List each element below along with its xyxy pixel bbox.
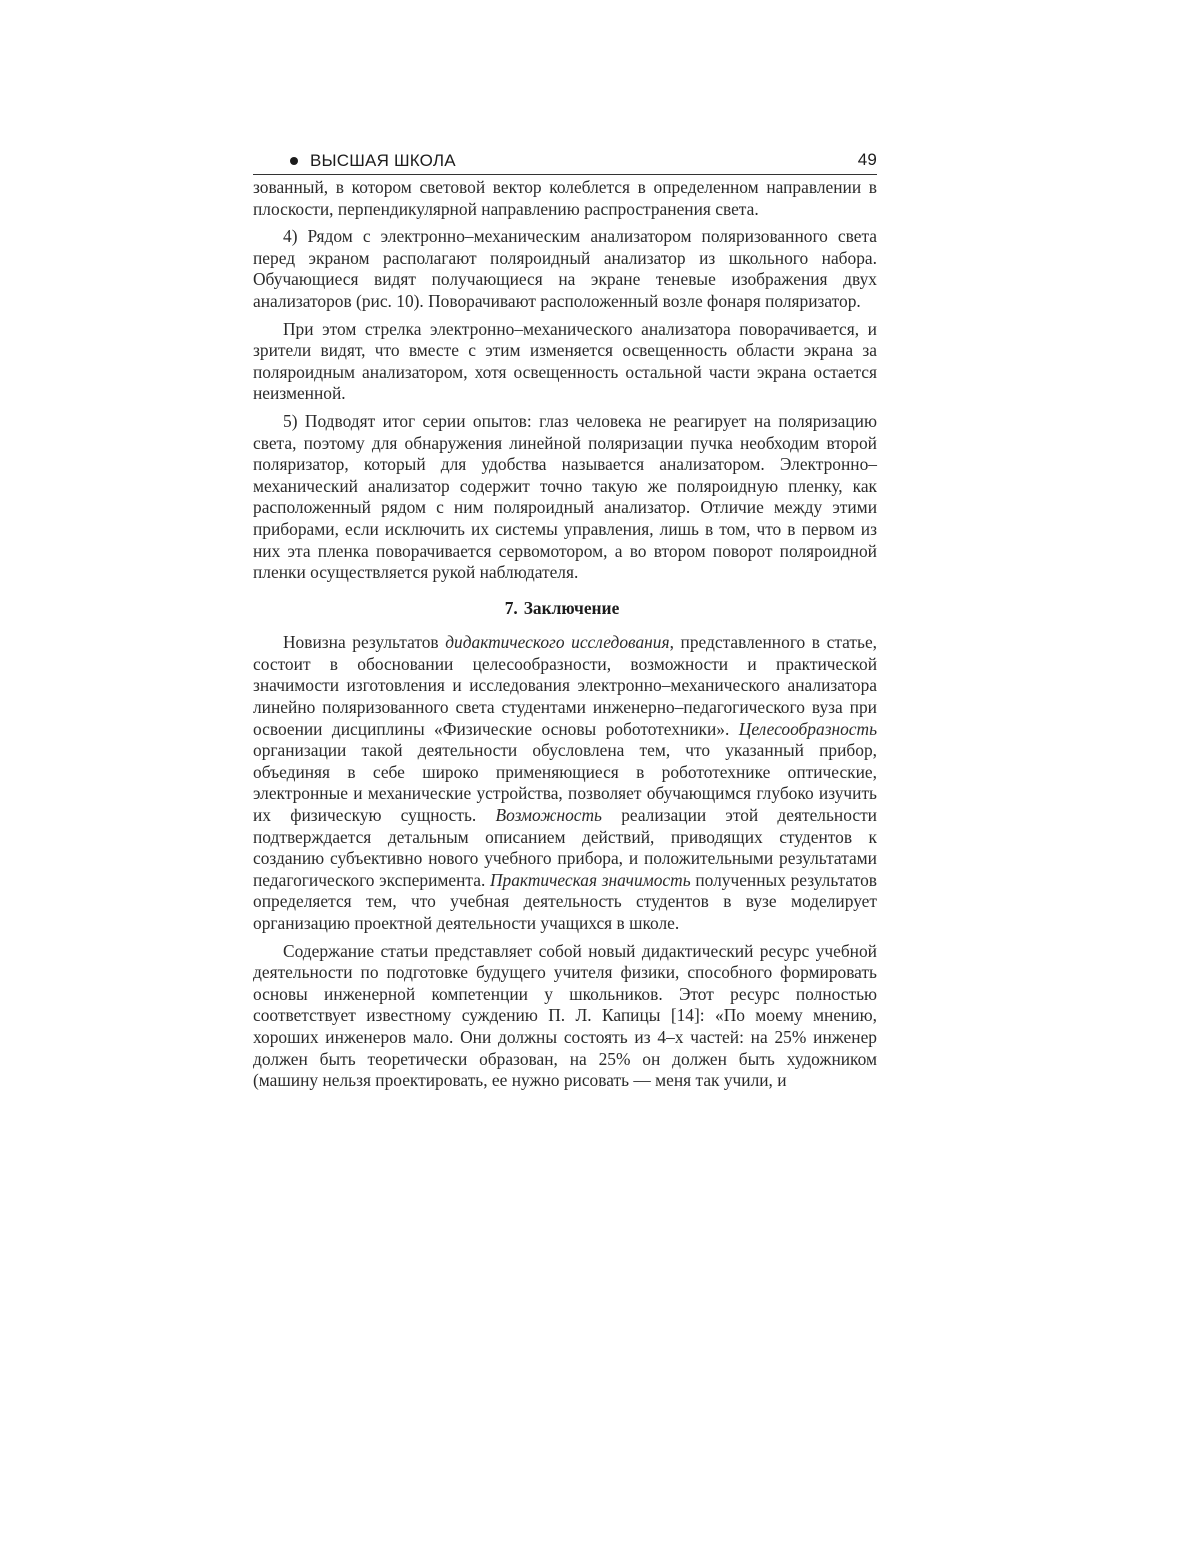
text-run: организации такой деятельности обусловлена тем, что указанный прибор, объединяя в себе широко применяющиеся в робототехнике оптические, электронные и механические устройства, позволяет обучающимся глубоко изучить их физическую сущность. bbox=[253, 740, 877, 826]
paragraph-step-4: 4) Рядом с электронно–механическим анализатором поляризованного света перед экраном располагают поляроидный анализатор из школьного набора. Обучающиеся видят получающиеся на экране теневые изображения двух анализаторов (рис. 10). Поворачивают расположенный возле фонаря поляризатор. bbox=[253, 226, 877, 311]
journal-section-title: ВЫСШАЯ ШКОЛА bbox=[310, 151, 456, 170]
section-heading bbox=[253, 598, 877, 620]
section-number: 7. bbox=[504, 597, 518, 618]
emphasis-expediency: Целесообразность bbox=[738, 718, 877, 739]
running-head bbox=[253, 150, 877, 175]
running-head-left bbox=[253, 151, 456, 171]
paragraph-step-5: 5) Подводят итог серии опытов: глаз человека не реагирует на поляризацию света, поэтому для обнаружения линейной поляризации пучка необходим второй поляризатор, который для удобства называется анализатором. Электронно–механический анализатор содержит точно такую же поляроидную пленку, как расположенный рядом с ним поляроидный анализатор. Отличие между этими приборами, если исключить их системы управления, лишь в том, что в первом из них эта пленка поворачивается сервомотором, а во втором поворот поляроидной пленки осуществляется рукой наблюдателя. bbox=[253, 410, 877, 583]
conclusion-paragraph-1 bbox=[253, 632, 877, 934]
conclusion-paragraph-2: Содержание статьи представляет собой новый дидактический ресурс учебной деятельности по подготовке будущего учителя физики, способного формировать основы инженерной компетенции у школьников. Этот ресурс полностью соответствует известному суждению П. Л. Капицы [14]: «По моему мнению, хороших инженеров мало. Они должны состоять из 4–х частей: на 25% инженер должен быть теоретически образован, на 25% он должен быть художником (машину нельзя проектировать, ее нужно рисовать — меня так учили, и bbox=[253, 940, 877, 1091]
text-run: реализации этой деятельности подтверждается детальным описанием действий, приводящих студентов к созданию субъективно нового учебного прибора, и положительными результатами педагогического эксперимента. bbox=[253, 805, 877, 890]
journal-page bbox=[253, 150, 877, 1098]
article-body bbox=[253, 177, 877, 1092]
emphasis-possibility: Возможность bbox=[495, 805, 602, 826]
paragraph-step-4-result: При этом стрелка электронно–механического анализатора поворачивается, и зрители видят, что вместе с этим изменяется освещенность области экрана за поляроидным анализатором, хотя освещенность остальной части экрана остается неизменной. bbox=[253, 318, 877, 404]
bullet-icon bbox=[290, 157, 298, 165]
page-number: 49 bbox=[857, 150, 877, 169]
paragraph-continuation: зованный, в котором световой вектор колеблется в определенном направлении в плоскости, перпендикулярной направлению распространения света. bbox=[253, 177, 877, 219]
emphasis-didactic-research: дидактического исследования bbox=[445, 632, 670, 653]
text-run: Новизна результатов bbox=[283, 632, 446, 653]
text-run: полученных результатов определяется тем, что учебная деятельность студентов в вузе моделирует организацию проектной деятельности учащихся в школе. bbox=[253, 869, 877, 933]
section-title: Заключение bbox=[523, 597, 620, 618]
emphasis-practical-significance: Практическая значимость bbox=[489, 869, 691, 890]
text-run: , представленного в статье, состоит в обосновании целесообразности, возможности и практической значимости изготовления и исследования электронно–механического анализатора линейно поляризованного света студентами инженерно–педагогического вуза при освоении дисциплины «Физические основы робототехники». bbox=[253, 632, 878, 739]
